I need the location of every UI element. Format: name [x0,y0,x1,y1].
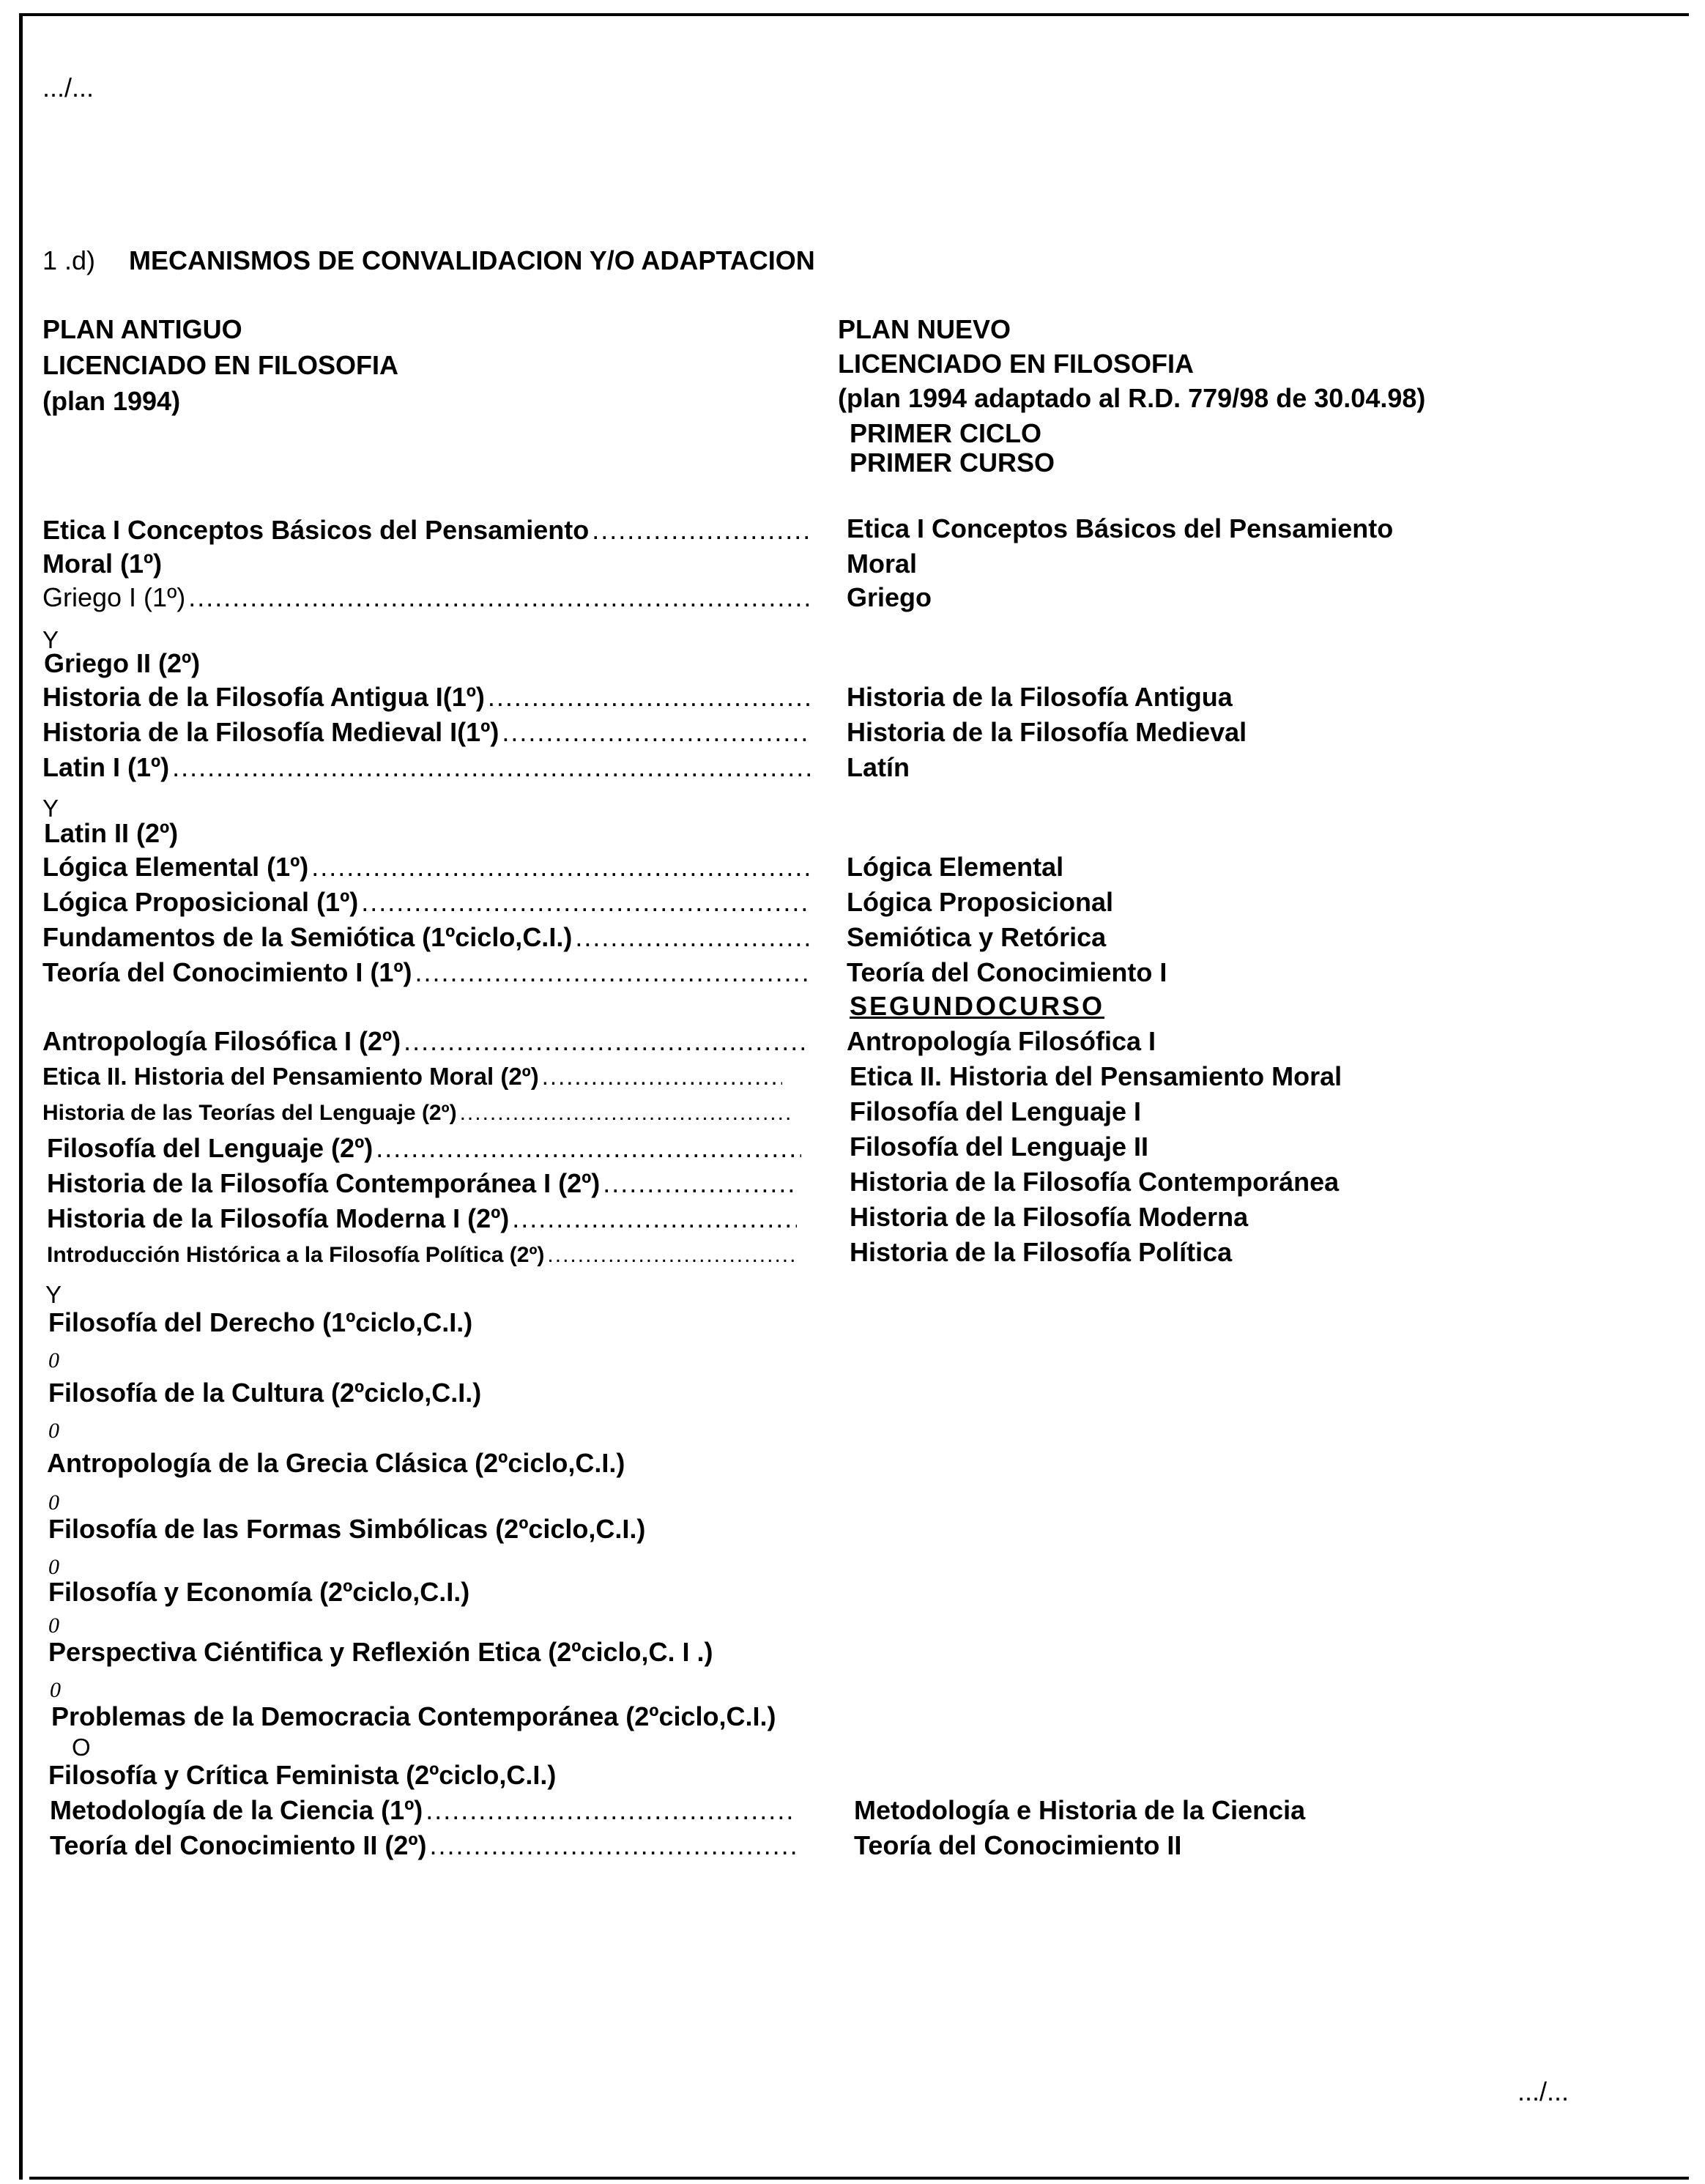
new-subject-label: Etica II. Historia del Pensamiento Moral [850,1061,1342,1091]
old-subject-row [42,582,811,614]
connector-and: Y [42,626,59,653]
new-plan-course: PRIMER CURSO [850,447,1055,478]
old-subject-label: Moral (1º) [42,549,163,579]
old-subject-label: Griego I (1º) [42,582,186,612]
leader-dots [415,957,811,989]
old-subject-label: Teoría del Conocimiento I (1º) [42,957,412,987]
new-subject-label: Lógica Elemental [847,852,1064,882]
old-subject-row [42,957,811,989]
leader-dots [575,921,811,954]
old-subject-row [42,886,811,918]
optional-subject: Antropología de la Grecia Clásica (2ºciclo,C.I.) [47,1448,625,1478]
old-plan-degree: LICENCIADO EN FILOSOFIA [42,350,398,380]
new-subject-label: Latín [847,752,910,782]
new-plan-degree: LICENCIADO EN FILOSOFIA [838,349,1194,379]
new-subject-label: Lógica Proposicional [847,887,1114,917]
old-plan-year: (plan 1994) [42,386,181,416]
connector-or: 0 [50,1678,61,1702]
connector-and: Y [42,795,59,822]
old-subject-row [42,851,811,883]
new-plan-cycle: PRIMER CICLO [850,418,1042,448]
old-subject-label: Latin II (2º) [44,818,179,848]
optional-subject: Filosofía y Crítica Feminista (2ºciclo,C.I.) [48,1760,557,1790]
leader-dots [172,751,813,784]
old-subject-label: Filosofía del Lenguaje (2º) [47,1133,374,1163]
leader-dots [430,1830,797,1862]
new-plan-title: PLAN NUEVO [838,314,1011,344]
old-subject-row [47,1167,797,1200]
continuation-bottom: .../... [1518,2076,1570,2106]
old-subject-label: Fundamentos de la Semiótica (1ºciclo,C.I.) [42,922,573,952]
old-subject-label: Etica II. Historia del Pensamiento Moral (2º) [42,1063,539,1090]
connector-or: 0 [48,1419,59,1443]
page-border-left [19,13,23,2180]
leader-dots [361,886,811,918]
new-subject-label: Filosofía del Lenguaje II [850,1132,1149,1162]
new-subject-label: Metodología e Historia de la Ciencia [854,1795,1306,1825]
old-subject-row [47,1203,797,1235]
new-subject-label: Historia de la Filosofía Medieval [847,717,1247,747]
new-subject-label: Semiótica y Retórica [847,922,1107,952]
old-subject-row [42,1097,790,1129]
old-subject-label: Historia de las Teorías del Lenguaje (2º) [42,1101,457,1125]
old-subject-row [42,751,813,784]
optional-subject: Problemas de la Democracia Contemporánea (2ºciclo,C.I.) [51,1701,776,1731]
second-course-heading: SEGUNDOCURSO [850,991,1105,1021]
connector-or: 0 [48,1555,59,1579]
optional-subject: Perspectiva Ciéntifica y Reflexión Etica (2ºciclo,C. I .) [48,1637,713,1667]
leader-dots [502,716,811,749]
new-subject-label: Etica I Conceptos Básicos del Pensamiento [847,513,1394,543]
old-subject-row [47,1239,797,1271]
old-subject-label: Introducción Histórica a la Filosofía Política (2º) [47,1243,545,1267]
old-subject-row [47,1132,801,1165]
connector-or: 0 [48,1348,59,1373]
old-subject-label: Lógica Elemental (1º) [42,852,309,882]
leader-dots [547,1239,797,1271]
new-subject-label: Antropología Filosófica I [847,1026,1156,1056]
section-title: MECANISMOS DE CONVALIDACION Y/O ADAPTACION [129,245,815,275]
leader-dots [311,851,811,883]
leader-dots [542,1061,782,1093]
new-plan-reference: (plan 1994 adaptado al R.D. 779/98 de 30.04.98) [838,383,1426,413]
leader-dots [404,1025,804,1058]
connector-and: Y [45,1281,62,1308]
old-subject-row [42,514,811,546]
optional-subject: Filosofía de la Cultura (2ºciclo,C.I.) [48,1378,482,1408]
leader-dots [188,582,811,614]
optional-subject: Filosofía y Economía (2ºciclo,C.I.) [48,1577,470,1607]
old-subject-row [42,716,811,749]
new-subject-label: Teoría del Conocimiento II [854,1830,1182,1860]
new-subject-label: Teoría del Conocimiento I [847,957,1167,987]
new-subject-label: Filosofía del Lenguaje I [850,1096,1142,1126]
old-subject-label: Etica I Conceptos Básicos del Pensamiento [42,515,590,545]
new-subject-label: Historia de la Filosofía Antigua [847,682,1233,712]
section-number: 1 .d) [42,245,96,275]
connector-or: 0 [48,1613,59,1638]
old-subject-label: Teoría del Conocimiento II (2º) [50,1830,427,1860]
old-subject-label: Metodología de la Ciencia (1º) [50,1795,423,1825]
leader-dots [460,1097,790,1129]
old-subject-row [42,681,811,713]
old-subject-row [50,1830,797,1862]
old-subject-row [42,921,811,954]
old-subject-row [42,1061,782,1093]
old-subject-label: Antropología Filosófica I (2º) [42,1026,401,1056]
new-subject-label: Historia de la Filosofía Moderna [850,1202,1249,1232]
new-subject-label: Griego [847,582,932,612]
old-subject-label: Latin I (1º) [42,752,170,782]
page-border-bottom [29,2177,1689,2180]
old-plan-title: PLAN ANTIGUO [42,314,242,344]
optional-subject: Filosofía de las Formas Simbólicas (2ºciclo,C.I.) [48,1514,646,1544]
page-border-top [19,13,1689,16]
new-subject-label: Historia de la Filosofía Contemporánea [850,1167,1340,1197]
leader-dots [512,1203,797,1235]
connector-or: O [72,1734,91,1761]
connector-or: 0 [48,1490,59,1515]
old-subject-label: Historia de la Filosofía Moderna I (2º) [47,1203,510,1233]
leader-dots [376,1132,801,1165]
optional-subject: Filosofía del Derecho (1ºciclo,C.I.) [48,1307,473,1337]
old-subject-label: Historia de la Filosofía Medieval I(1º) [42,717,499,747]
old-subject-label: Lógica Proposicional (1º) [42,887,359,917]
leader-dots [426,1794,797,1827]
new-subject-label: Moral [847,549,918,579]
old-subject-label: Historia de la Filosofía Antigua I(1º) [42,682,485,712]
old-subject-row [42,1025,804,1058]
leader-dots [603,1167,797,1200]
new-subject-label: Historia de la Filosofía Política [850,1237,1233,1267]
old-subject-label: Historia de la Filosofía Contemporánea I (2º) [47,1168,601,1198]
old-subject-row [50,1794,797,1827]
continuation-top: .../... [42,73,94,103]
leader-dots [592,514,811,546]
leader-dots [488,681,811,713]
old-subject-label: Griego II (2º) [44,648,201,678]
